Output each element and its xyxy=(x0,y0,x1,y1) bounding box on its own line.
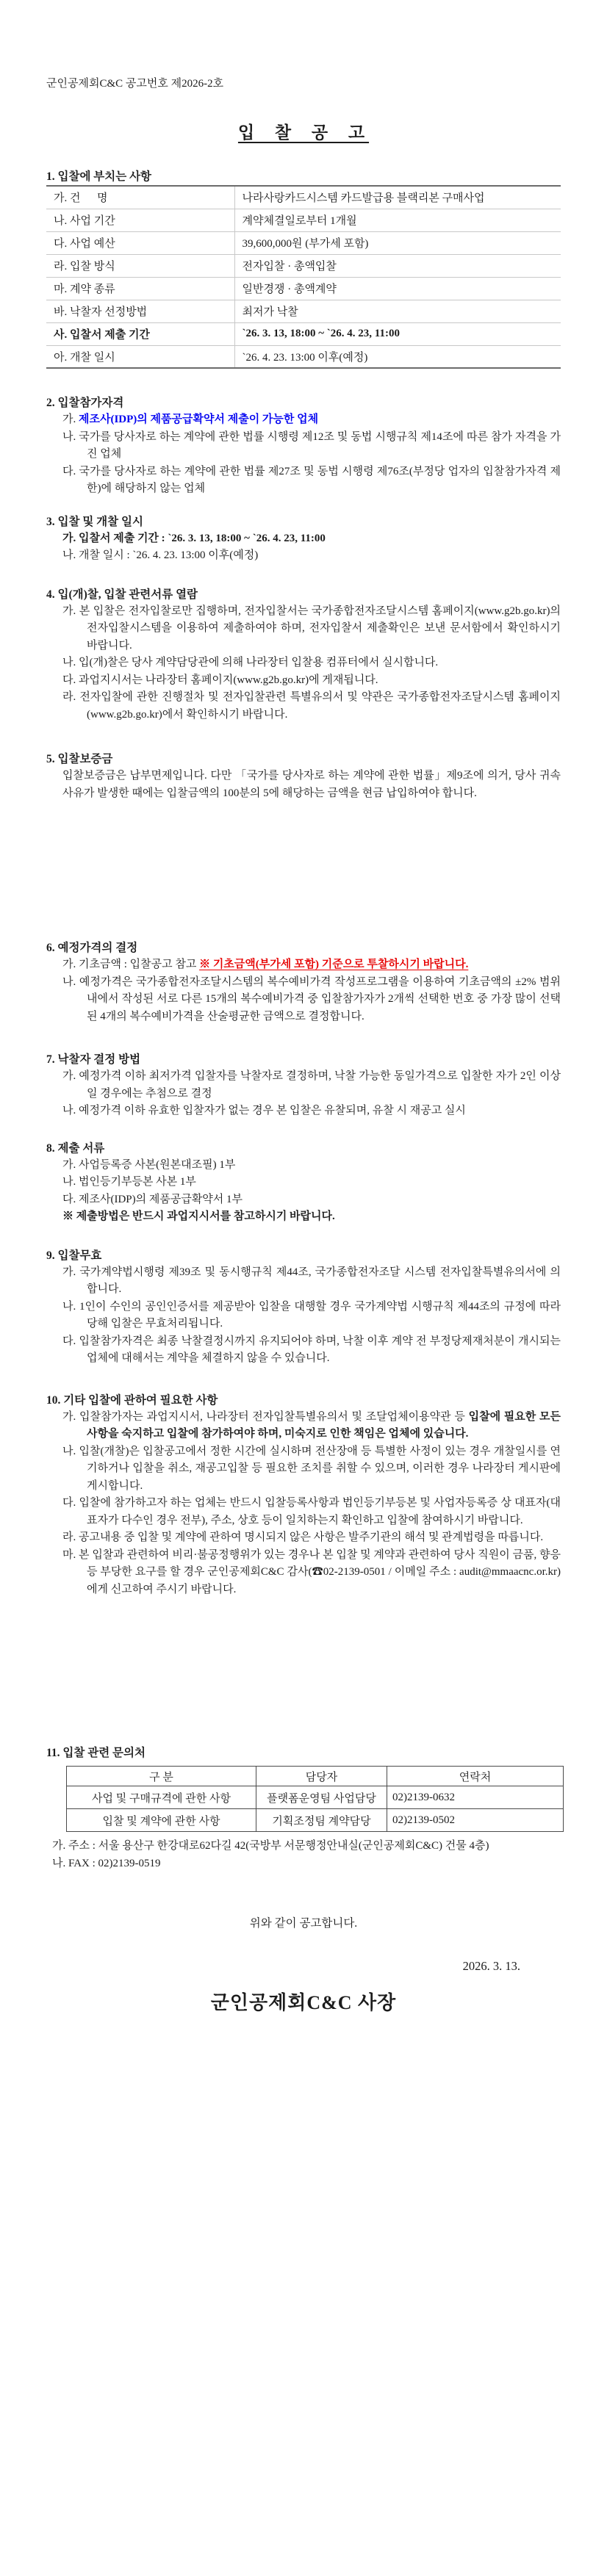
list-item: 나. 국가를 당사자로 하는 계약에 관한 법률 시행령 제12조 및 동법 시행규칙 제14조에 따른 참가 자격을 가진 업체 xyxy=(62,430,561,460)
contact-table xyxy=(66,1766,564,1832)
list-item: 나. 입(개)찰은 당사 계약담당관에 의해 나라장터 입찰용 컴퓨터에서 실시합니다. xyxy=(62,657,439,668)
section-10-other-matters xyxy=(46,1393,561,1599)
signer-title: 군인공제회C&C 사장 xyxy=(210,1992,397,2013)
section-7-award-decision xyxy=(46,1052,561,1120)
row-label: 가. 건 명 xyxy=(46,186,234,209)
cell-person: 플랫폼운영팀 사업담당 xyxy=(256,1786,387,1809)
section-4-documents-access xyxy=(46,587,561,724)
closing-date: 2026. 3. 13. xyxy=(462,1959,520,1973)
table-row-business-inquiry xyxy=(67,1786,564,1809)
item-text: 가. 입찰참가자는 과업지시서, 나라장터 전자입찰특별유의서 및 조달업체이용약관 등 xyxy=(62,1410,469,1423)
table-row-award-method xyxy=(46,300,561,322)
list-item: 다. 과업지시서는 나라장터 홈페이지(www.g2b.go.kr)에 게재됩니다. xyxy=(62,674,378,686)
section-11-title: 11. 입찰 관련 문의처 xyxy=(46,1747,146,1759)
section-6-estimated-price xyxy=(46,940,561,1025)
cell-category: 사업 및 구매규격에 관한 사항 xyxy=(67,1786,256,1809)
list-item xyxy=(62,956,561,974)
section-5-bid-bond xyxy=(46,751,561,802)
closing-statement: 위와 같이 공고합니다. xyxy=(249,1917,358,1930)
fax-line: 나. FAX : 02)2139-0519 xyxy=(52,1857,161,1869)
list-item: 가. 사업등록증 사본(원본대조필) 1부 xyxy=(62,1158,236,1171)
column-header-person: 담당자 xyxy=(256,1767,387,1786)
table-row-budget xyxy=(46,231,561,254)
section-2-eligibility xyxy=(46,395,561,498)
section-5-body: 입찰보증금은 납부면제입니다. 다만 「국가를 당사자로 하는 계약에 관한 법률」제9조에 의거, 당사 귀속 사유가 발생한 때에는 입찰금액의 100분의 5에 해당하는 금액을 현금 납입하여야 합니다. xyxy=(62,770,561,799)
item-marker: 가. xyxy=(62,414,79,425)
list-item: 가. 예정가격 이하 최저가격 입찰자를 낙찰자로 결정하며, 낙찰 가능한 동일가격으로 입찰한 자가 2인 이상일 경우에는 추첨으로 결정 xyxy=(62,1070,561,1100)
bid-info-table xyxy=(46,185,561,369)
section-4-title: 4. 입(개)찰, 입찰 관련서류 열람 xyxy=(46,588,198,601)
row-value: 39,600,000원 (부가세 포함) xyxy=(234,231,561,254)
section-9-title: 9. 입찰무효 xyxy=(46,1249,102,1262)
announcement-number: 군인공제회C&C 공고번호 제2026-2호 xyxy=(46,78,224,90)
address-line: 가. 주소 : 서울 용산구 한강대로62다길 42(국방부 서문행정안내실(군인공제회C&C) 건물 4층) xyxy=(52,1840,489,1852)
section-3-title: 3. 입찰 및 개찰 일시 xyxy=(46,515,143,528)
section-1-bid-items xyxy=(46,169,561,369)
row-label: 사. 입찰서 제출 기간 xyxy=(46,322,234,345)
list-item: 다. 입찰에 참가하고자 하는 업체는 반드시 입찰등록사항과 법인등기부등본 및 사업자등록증 상 대표자(대표자가 다수인 경우 전부), 주소, 상호 등이 일치하는지 확인하고 입찰에 참여하시기 바랍니다. xyxy=(62,1497,561,1526)
list-item: 나. 예정가격 이하 유효한 입찰자가 없는 경우 본 입찰은 유찰되며, 유찰 시 재공고 실시 xyxy=(62,1105,466,1116)
list-item: 나. 법인등기부등본 사본 1부 xyxy=(62,1176,196,1188)
row-value: 일반경쟁 · 총액계약 xyxy=(234,277,561,300)
section-10-title: 10. 기타 입찰에 관하여 필요한 사항 xyxy=(46,1393,218,1407)
row-label: 아. 개찰 일시 xyxy=(46,345,234,368)
row-value: 최저가 낙찰 xyxy=(234,300,561,322)
section-7-title: 7. 낙찰자 결정 방법 xyxy=(46,1053,141,1066)
cell-person: 기획조정팀 계약담당 xyxy=(256,1809,387,1832)
responsibility-emphasis: 입찰에 필요한 모든 사항을 숙지하고 입찰에 참가하여야 하며, 미숙지로 인한 책임은 업체에 있습니다. xyxy=(87,1410,561,1440)
list-item: 가. 입찰서 제출 기간 : `26. 3. 13, 18:00 ~ `26. 4. 23, 11:00 xyxy=(62,532,326,544)
price-warning: ※ 기초금액(부가세 포함) 기준으로 투찰하시기 바랍니다. xyxy=(199,959,469,970)
row-label: 라. 입찰 방식 xyxy=(46,254,234,277)
row-value: 전자입찰 · 총액입찰 xyxy=(234,254,561,277)
list-item: 다. 입찰참가자격은 최종 낙찰결정시까지 유지되어야 하며, 낙찰 이후 계약 전 부정당제재처분이 개시되는 업체에 대해서는 계약을 체결하지 않을 수 있습니다. xyxy=(62,1335,561,1364)
document-title: 입 찰 공 고 xyxy=(237,123,370,142)
list-item: 나. 1인이 수인의 공인인증서를 제공받아 입찰을 대행할 경우 국가계약법 시행규칙 제44조의 규정에 따라 당해 입찰은 무효처리됩니다. xyxy=(62,1300,561,1330)
row-value: `26. 3. 13, 18:00 ~ `26. 4. 23, 11:00 xyxy=(234,322,561,345)
submission-note: ※ 제출방법은 반드시 과업지시서를 참고하시기 바랍니다. xyxy=(62,1211,335,1222)
list-item: 가. 본 입찰은 전자입찰로만 집행하며, 전자입찰서는 국가종합전자조달시스템 홈페이지(www.g2b.go.kr)의 전자입찰시스템을 이용하여 제출하여야 하며, 전자입찰서 제출확인은 보낸 문서함에서 확인하시기 바랍니다. xyxy=(62,605,561,652)
section-9-invalid-bids xyxy=(46,1248,561,1368)
table-row-project-name xyxy=(46,186,561,209)
list-item: 다. 제조사(IDP)의 제품공급확약서 1부 xyxy=(62,1193,243,1205)
item-text: 가. 기초금액 : 입찰공고 참고 xyxy=(62,959,200,970)
section-1-title: 1. 입찰에 부치는 사항 xyxy=(46,170,152,183)
row-label: 나. 사업 기간 xyxy=(46,209,234,231)
cell-phone: 02)2139-0502 xyxy=(387,1809,564,1832)
list-item: 라. 공고내용 중 입찰 및 계약에 관하여 명시되지 않은 사항은 발주기관의 해석 및 관계법령을 따릅니다. xyxy=(62,1531,544,1543)
cell-phone: 02)2139-0632 xyxy=(387,1786,564,1809)
row-value: 나라사랑카드시스템 카드발급용 블랙리본 구매사업 xyxy=(242,192,485,205)
list-item: 마. 본 입찰과 관련하여 비리·불공정행위가 있는 경우나 본 입찰 및 계약과 관련하여 당사 직원이 금품, 향응 등 부당한 요구를 할 경우 군인공제회C&C 감사(☎02-2139-0501 / 이메일 주소 : audit@mmaacnc.or.kr)에게 신고하여 주시기 바랍니다. xyxy=(62,1548,561,1595)
list-item: 나. 입찰(개찰)은 입찰공고에서 정한 시간에 실시하며 전산장애 등 특별한 사정이 있는 경우 개찰일시를 연기하거나 입찰을 취소, 재공고입찰 등 필요한 조치를 취할 수 있으며, 이러한 경우 나라장터 게시판에 게시합니다. xyxy=(62,1445,561,1492)
list-item: 다. 국가를 당사자로 하는 계약에 관한 법률 제27조 및 동법 시행령 제76조(부정당 업자의 입찰참가자격 제한)에 해당하지 않는 업체 xyxy=(62,465,561,494)
row-label: 다. 사업 예산 xyxy=(46,231,234,254)
list-item: 나. 예정가격은 국가종합전자조달시스템의 복수예비가격 작성프로그램을 이용하여 기초금액의 ±2% 범위 내에서 작성된 서로 다른 15개의 복수예비가격 중 입찰참가자가 2개씩 선택한 번호 중 가장 많이 선택된 4개의 복수예비가격을 산술평균한 금액으로 결정합니다. xyxy=(62,975,561,1022)
table-row-opening-datetime xyxy=(46,345,561,368)
table-row-project-period xyxy=(46,209,561,231)
table-row-contract-type xyxy=(46,277,561,300)
table-row-submission-period xyxy=(46,322,561,345)
section-5-title: 5. 입찰보증금 xyxy=(46,753,113,765)
row-value: `26. 4. 23. 13:00 이후(예정) xyxy=(234,345,561,368)
cell-category: 입찰 및 계약에 관한 사항 xyxy=(67,1809,256,1832)
table-row-contract-inquiry xyxy=(67,1809,564,1832)
list-item xyxy=(62,411,561,429)
section-6-title: 6. 예정가격의 결정 xyxy=(46,942,138,954)
section-8-title: 8. 제출 서류 xyxy=(46,1141,105,1155)
section-3-schedule xyxy=(46,514,561,565)
list-item: 나. 개찰 일시 : `26. 4. 23. 13:00 이후(예정) xyxy=(62,549,259,561)
table-row-bid-method xyxy=(46,254,561,277)
column-header-phone: 연락처 xyxy=(387,1767,564,1786)
column-header-category: 구 분 xyxy=(67,1767,256,1786)
section-8-required-documents xyxy=(46,1141,561,1226)
list-item: 라. 전자입찰에 관한 진행절차 및 전자입찰관련 특별유의서 및 약관은 국가종합전자조달시스템 홈페이지(www.g2b.go.kr)에서 확인하시기 바랍니다. xyxy=(62,691,561,721)
list-item xyxy=(62,1409,561,1443)
row-label: 마. 계약 종류 xyxy=(46,277,234,300)
eligibility-highlight: 제조사(IDP)의 제품공급확약서 제출이 가능한 업체 xyxy=(79,414,319,425)
row-value: 계약체결일로부터 1개월 xyxy=(234,209,561,231)
contact-table-header-row xyxy=(67,1767,564,1786)
section-11-contacts xyxy=(46,1745,561,1872)
list-item: 가. 국가계약법시행령 제39조 및 동시행규칙 제44조, 국가종합전자조달 시스템 전자입찰특별유의서에 의합니다. xyxy=(62,1266,561,1295)
row-label: 바. 낙찰자 선정방법 xyxy=(46,300,234,322)
section-2-title: 2. 입찰참가자격 xyxy=(46,397,124,409)
